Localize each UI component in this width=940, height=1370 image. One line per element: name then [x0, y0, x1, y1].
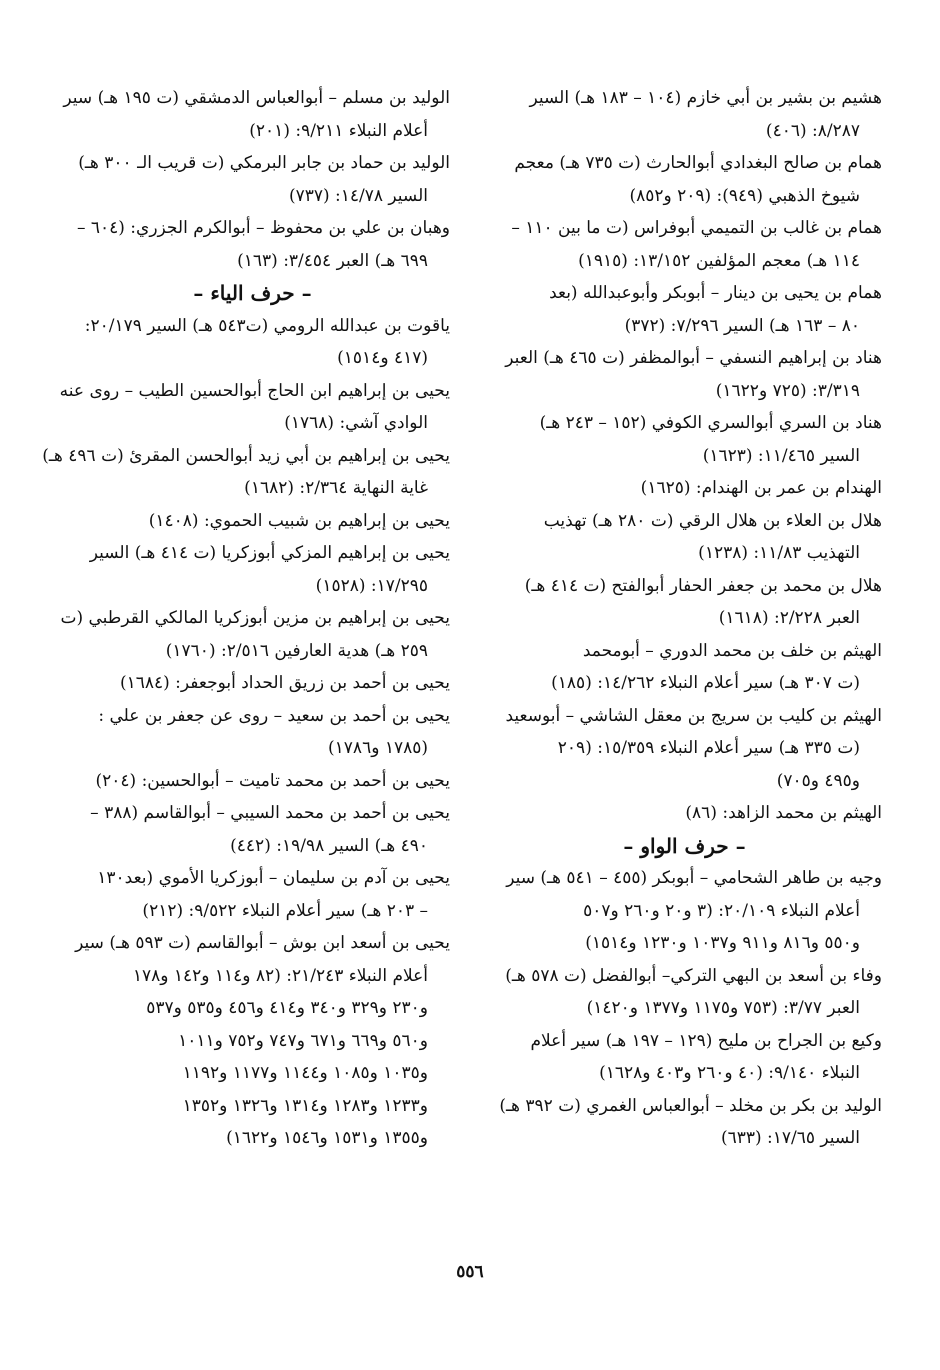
index-entry: يحيى بن أحمد بن زريق الحداد أبوجعفر: (١٦٨٤): [119, 673, 450, 693]
index-entry: الهيثم بن كليب بن سريج بن معقل الشاشي – أبوسعيد: [505, 705, 882, 726]
index-entry: وهبان بن علي بن محفوظ – أبوالكرم الجزري: (٦٠٤ –: [76, 218, 450, 238]
entry-continuation: غاية النهاية ٢/٣٦٤: (١٦٨٢): [244, 478, 428, 498]
entry-continuation: و١٢٣٣ و١٢٨٣ و١٣١٤ و١٣٢٦ و١٣٥٢: [182, 1095, 428, 1116]
entry-continuation: و٥٦٠ و٦٦٩ و٦٧١ و٧٤٧ و٧٥٢ و١٠١١: [178, 1030, 428, 1051]
entry-continuation: – ٢٠٣ هـ) سير أعلام النبلاء ٩/٥٢٢: (٢١٢): [142, 900, 428, 921]
index-entry: الهيثم بن خلف بن محمد الدوري – أبومحمد: [582, 640, 882, 661]
entry-continuation: و٢٣٠ و٣٢٩ و٣٤٠ و٤١٤ و٤٥٦ و٥٣٥ و٥٣٧: [146, 998, 428, 1018]
entry-continuation: ٣/٣١٩: (٧٢٥ و١٦٢٢): [715, 380, 860, 401]
entry-continuation: (١٧٨٥ و١٧٨٦): [328, 738, 428, 758]
index-entry: هناد بن السري أبوالسري الكوفي (١٥٢ – ٢٤٣ هـ): [539, 413, 882, 433]
section-header: – حرف الواو –: [623, 833, 746, 858]
index-entry: ياقوت بن عبدالله الرومي (ت٥٤٣ هـ) السير ٢٠/١٧٩:: [84, 315, 450, 336]
index-entry: يحيى بن أحمد بن سعيد – روى عن جعفر بن علي :: [98, 705, 450, 726]
index-entry: همام بن يحيى بن دينار – أبوبكر وأبوعبدالله (بعد: [549, 283, 882, 303]
entry-continuation: الوادي آشي: (١٧٦٨): [284, 413, 428, 433]
index-entry: هلال بن العلاء بن هلال الرقي (ت ٢٨٠ هـ) تهذيب: [543, 510, 882, 531]
entry-continuation: شيوخ الذهبي (٩٤٩): (٢٠٩ و٨٥٢): [629, 185, 860, 206]
index-entry: الوليد بن حماد بن جابر البرمكي (ت قريب الـ ٣٠٠ هـ): [78, 153, 450, 173]
entry-continuation: أعلام النبلاء ٢١/٢٤٣: (٨٢ و١١٤ و١٤٢ و١٧٨: [132, 965, 428, 986]
index-entry: الهندام بن عمر بن الهندام: (١٦٢٥): [640, 478, 882, 498]
page-number: ٥٥٦: [456, 1262, 484, 1282]
index-entry: يحيى بن أسعد ابن بوش – أبوالقاسم (ت ٥٩٣ هـ) سير: [75, 933, 450, 953]
index-entry: يحيى بن إبراهيم بن أبي زيد أبوالحسن المقرئ (ت ٤٩٦ هـ): [42, 445, 450, 466]
right-column: [487, 82, 882, 1155]
index-entry: الهيثم بن محمد الزاهد: (٨٦): [685, 803, 882, 823]
index-entry: الوليد بن مسلم – أبوالعباس الدمشقي (ت ١٩٥ هـ) سير: [63, 88, 450, 108]
index-entry: هلال بن محمد بن جعفر الحفار أبوالفتح (ت ٤١٤ هـ): [524, 575, 882, 596]
entry-continuation: (ت ٣٠٧ هـ) سير أعلام النبلاء ١٤/٢٦٢: (١٨٥): [551, 673, 860, 693]
entry-continuation: (٤١٧ و١٥١٤): [337, 348, 428, 368]
entry-continuation: ٦٩٩ هـ) العبر ٣/٤٥٤: (١٦٣): [237, 250, 428, 271]
section-header: – حرف الياء –: [193, 281, 312, 305]
entry-continuation: ٨/٢٨٧: (٤٠٦): [765, 120, 860, 141]
entry-continuation: (ت ٣٣٥ هـ) سير أعلام النبلاء ١٥/٣٥٩: (٢٠٩: [557, 738, 860, 758]
entry-continuation: السير ١٤/٧٨: (٧٣٧): [288, 185, 428, 206]
index-entry: همام بن غالب بن التميمي أبوفراس (ت ما بين ١١٠ –: [511, 218, 882, 238]
index-entry: يحيى بن آدم بن سليمان – أبوزكريا الأموي (بعد١٣٠: [97, 868, 450, 888]
entry-continuation: ٢٥٩ هـ) هدية العارفين ٢/٥١٦: (١٧٦٠): [165, 640, 428, 661]
entry-continuation: السير ١١/٤٦٥: (١٦٢٣): [702, 445, 860, 466]
entry-continuation: التهذيب ١١/٨٣: (١٢٣٨): [698, 543, 860, 563]
index-entry: يحيى بن إبراهيم المزكي أبوزكريا (ت ٤١٤ هـ) السير: [89, 543, 450, 563]
entry-continuation: أعلام النبلاء ٩/٢١١: (٢٠١): [249, 120, 428, 141]
index-entry: هشيم بن بشير بن أبي خازم (١٠٤ – ١٨٣ هـ) السير: [529, 88, 882, 108]
entry-continuation: ٤٩٠ هـ) السير ١٩/٩٨: (٤٤٢): [230, 835, 428, 856]
entry-continuation: السير ١٧/٦٥: (٦٣٣): [720, 1128, 860, 1148]
entry-continuation: و٥٥٠ و٨١٦ و٩١١ و١٠٣٧ و١٢٣٠ و١٥١٤): [585, 933, 860, 953]
entry-continuation: أعلام النبلاء ٢٠/١٠٩: (٣ و٢٠ و٢٦٠ و٥٠٧: [583, 900, 860, 921]
index-entry: يحيى بن أحمد بن محمد تاميت – أبوالحسين: (٢٠٤): [95, 770, 450, 791]
entry-continuation: العبر ٣/٧٧: (٧٥٣ و١١٧٥ و١٣٧٧ و١٤٢٠): [586, 998, 860, 1018]
entry-continuation: ١١٤ هـ) معجم المؤلفين ١٣/١٥٢: (١٩١٥): [578, 250, 860, 271]
entry-continuation: ١٧/٢٩٥: (١٥٢٨): [315, 575, 428, 596]
entry-continuation: و١٠٣٥ و١٠٨٥ و١١٤٤ و١١٧٧ و١١٩٢: [182, 1063, 428, 1083]
entry-continuation: و٤٩٥ و٧٠٥): [776, 770, 860, 791]
entry-continuation: ٨٠ – ١٦٣ هـ) السير ٧/٢٩٦: (٣٧٢): [624, 315, 860, 336]
entry-continuation: و١٣٥٥ و١٥٣١ و١٥٤٦ و١٦٢٢): [226, 1128, 428, 1148]
index-entry: يحيى بن إبراهيم بن شبيب الحموي: (١٤٠٨): [148, 510, 450, 531]
index-entry: وفاء بن أسعد بن البهي التركي– أبوالفضل (ت ٥٧٨ هـ): [505, 965, 882, 986]
entry-continuation: النبلاء ٩/١٤٠: (٤٠ و٢٦٠ و٤٠٣ و١٦٢٨): [599, 1063, 860, 1083]
left-column: [42, 82, 450, 1155]
index-entry: وكيع بن الجراح بن مليح (١٢٩ – ١٩٧ هـ) سير أعلام: [530, 1030, 882, 1051]
index-entry: يحيى بن أحمد بن محمد السيبي – أبوالقاسم (٣٨٨ –: [90, 803, 450, 823]
entry-continuation: العبر ٢/٢٢٨: (١٦١٨): [718, 608, 860, 628]
index-entry: وجيه بن طاهر الشحامي – أبوبكر (٤٥٥ – ٥٤١ هـ) سير: [506, 868, 882, 888]
index-entry: يحيى بن إبراهيم بن مزين أبوزكريا المالكي القرطبي (ت: [60, 608, 450, 628]
index-entry: هناد بن إبراهيم النسفي – أبوالمظفر (ت ٤٦٥ هـ) العبر: [505, 348, 882, 368]
index-entry: الوليد بن بكر بن مخلد – أبوالعباس الغمري (ت ٣٩٢ هـ): [499, 1095, 882, 1116]
index-entry: يحيى بن إبراهيم ابن الحاج أبوالحسين الطيب – روى عنه: [59, 380, 450, 401]
index-entry: همام بن صالح البغدادي أبوالحارث (ت ٧٣٥ هـ) معجم: [514, 153, 882, 173]
